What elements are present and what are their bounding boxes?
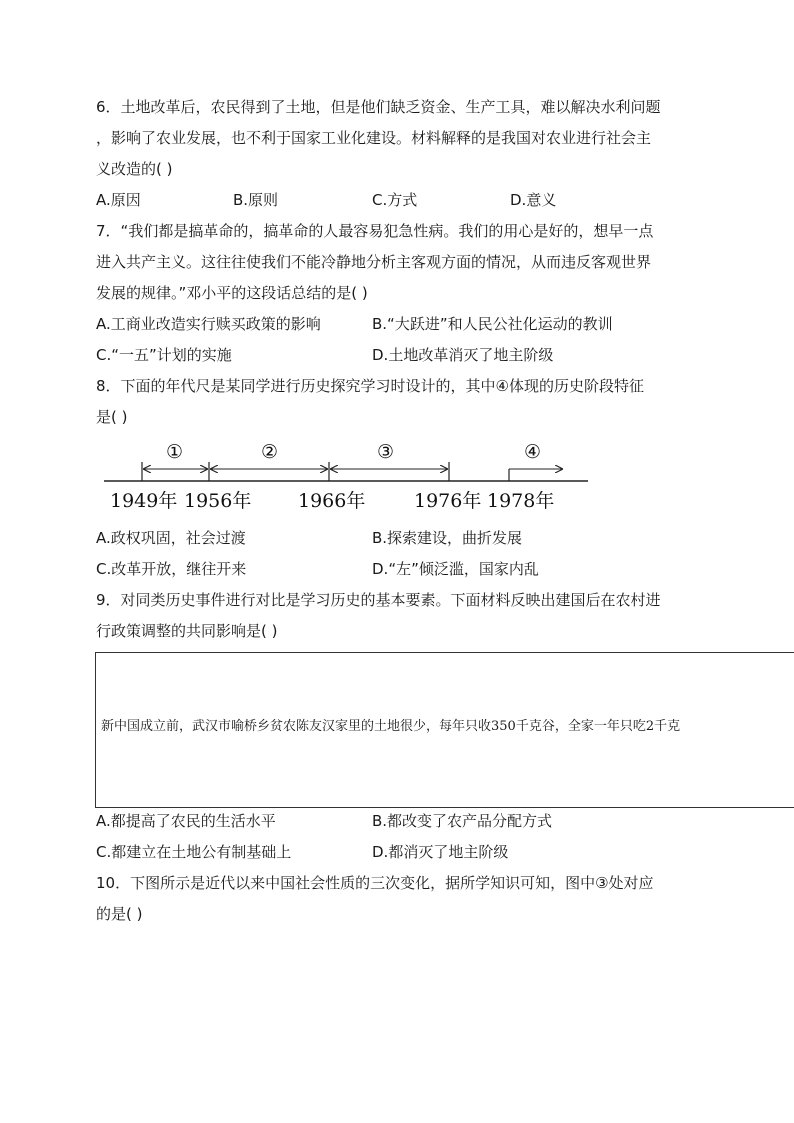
q8-stem-line-1: 8．下面的年代尺是某同学进行历史探究学习时设计的，其中④体现的历史阶段特征 — [96, 377, 644, 395]
q9-option-b: B.都改变了农产品分配方式 — [372, 812, 553, 830]
year-1949-label: 1949年 — [110, 490, 178, 512]
q9-material-box — [95, 652, 794, 808]
q9-option-d: D.都消灭了地主阶级 — [372, 843, 509, 861]
q6-stem-line-2: ，影响了农业发展，也不利于国家工业化建设。材料解释的是我国对农业进行社会主 — [96, 129, 652, 147]
q6-option-b: B.原则 — [233, 191, 279, 209]
q6-stem-line-1: 6．土地改革后，农民得到了土地，但是他们缺乏资金、生产工具，难以解决水利问题 — [96, 98, 661, 116]
q9-stem-line-1: 9．对同类历史事件进行对比是学习历史的基本要素。下面材料反映出建国后在农村进 — [96, 591, 661, 609]
period-4-label: ④ — [524, 441, 542, 463]
q9-stem-line-2: 行政策调整的共同影响是( ) — [96, 622, 278, 640]
q7-stem-line-3: 发展的规律。”邓小平的这段话总结的是( ) — [96, 284, 368, 302]
q8-option-c: C.改革开放，继往开来 — [96, 560, 247, 578]
q6-option-c: C.方式 — [372, 191, 418, 209]
period-2-label: ② — [261, 441, 279, 463]
q7-option-a: A.工商业改造实行赎买政策的影响 — [96, 315, 321, 333]
q9-option-c: C.都建立在土地公有制基础上 — [96, 843, 292, 861]
timeline-lines — [0, 0, 794, 520]
q7-option-b: B.“大跃进”和人民公社化运动的教训 — [372, 315, 613, 333]
q6-stem-line-3: 义改造的( ) — [96, 160, 173, 178]
q7-option-c: C.“一五”计划的实施 — [96, 346, 232, 364]
q8-stem-line-2: 是( ) — [96, 408, 128, 426]
year-1966-label: 1966年 — [298, 490, 366, 512]
year-1956-label: 1956年 — [184, 490, 252, 512]
q7-stem-line-2: 进入共产主义。这往往使我们不能冷静地分析主客观方面的情况，从而违反客观世界 — [96, 253, 652, 271]
q9-material-text: 新中国成立前，武汉市喻桥乡贫农陈友汉家里的土地很少，每年只收350千克谷，全家一年只吃2千克 — [101, 719, 681, 734]
period-1-label: ① — [166, 441, 184, 463]
q6-option-a: A.原因 — [96, 191, 141, 209]
q6-option-d: D.意义 — [510, 191, 557, 209]
q8-option-a: A.政权巩固，社会过渡 — [96, 529, 246, 547]
q7-stem-line-1: 7．“我们都是搞革命的，搞革命的人最容易犯急性病。我们的用心是好的，想早一点 — [96, 222, 654, 240]
q7-option-d: D.土地改革消灭了地主阶级 — [372, 346, 554, 364]
q9-option-a: A.都提高了农民的生活水平 — [96, 812, 276, 830]
q10-stem-line-2: 的是( ) — [96, 905, 143, 923]
year-1976-label: 1976年 — [414, 490, 482, 512]
q10-stem-line-1: 10．下图所示是近代以来中国社会性质的三次变化，据所学知识可知，图中③处对应 — [96, 874, 654, 892]
year-1978-label: 1978年 — [487, 490, 555, 512]
period-3-label: ③ — [377, 441, 395, 463]
q8-option-d: D.“左”倾泛滥，国家内乱 — [372, 560, 539, 578]
q8-option-b: B.探索建设，曲折发展 — [372, 529, 523, 547]
